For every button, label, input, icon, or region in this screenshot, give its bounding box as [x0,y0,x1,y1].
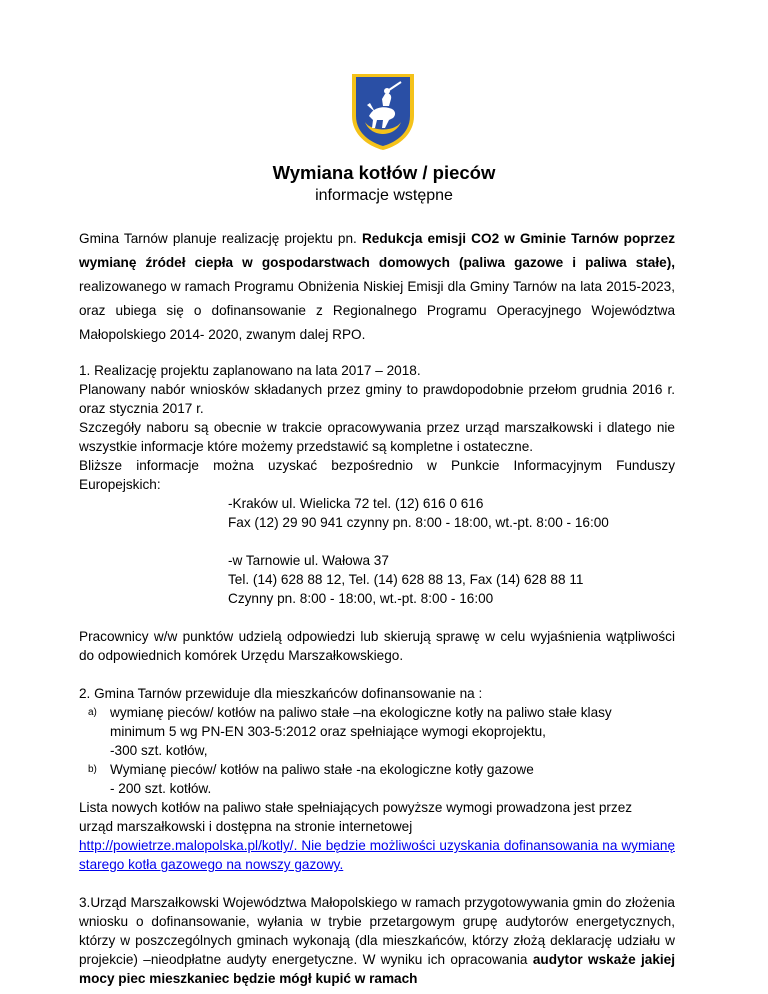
section3-text: 3.Urząd Marszałkowski Województwa Małopolskiego w ramach przygotowywania gmin do złożenia wniosku o dofinansowanie, wyłania w trybie przetargowym grupę audytorów energetycznych, którzy w poszczególnych gminach wykonają (dla mieszkańców, którzy złożą deklarację udziału w projekcie) –nieodpłatne audyty energetyczne. W wyniku ich opracowania [79,895,675,967]
section1-line3: Szczegóły naboru są obecnie w trakcie opracowywania przez urząd marszałkowski i dlatego nie wszystkie informacje które możemy przedstawić są kompletne i ostateczne. [79,420,675,454]
spacer [79,665,675,684]
boiler-list-line2: urząd marszałkowski i dostępna na stronie internetowej [79,819,413,834]
coat-of-arms-image [349,72,417,152]
boiler-list-line1: Lista nowych kotłów na paliwo stałe spełniających powyższe wymogi prowadzona jest przez [79,800,633,815]
list-item-a-line2: minimum 5 wg PN-EN 303-5:2012 oraz spełniające wymogi ekoprojektu, [110,724,546,739]
tarnow-address: -w Tarnowie ul. Wałowa 37 [228,553,389,568]
krakow-address: -Kraków ul. Wielicka 72 tel. (12) 616 0 616 [228,496,484,511]
boiler-list-link[interactable] [79,836,675,874]
list-marker-b: b) [88,764,97,775]
malopolska-link[interactable]: http://powietrze.malopolska.pl/kotly/. Nie będzie możliwości uzyskania dofinansowania na wymianę starego kotła gazowego na nowszy gazowy. [79,838,675,872]
subsidy-list [79,703,675,798]
intro-text-2: realizowanego w ramach Programu Obniżenia Niskiej Emisji dla Gminy Tarnów na lata 2015-2023, oraz ubiega się o dofinansowanie z Regionalnego Programu Operacyjnego Województwa Małopolskiego 2014- 2020, zwanym dalej RPO. [79,279,675,342]
section3-bold: audytor wskaże jakiej mocy piec mieszkaniec będzie mógł kupić w ramach [79,952,675,986]
spacer [79,874,675,893]
spacer [79,608,675,627]
section3-paragraph [79,893,675,988]
tarnow-phones: Tel. (14) 628 88 12, Tel. (14) 628 88 13, Fax (14) 628 88 11 [228,572,584,587]
section2-heading: 2. Gmina Tarnów przewiduje dla mieszkańców dofinansowanie na : [79,686,483,701]
staff-paragraph: Pracownicy w/w punktów udzielą odpowiedzi lub skierują sprawę w celu wyjaśnienia wątpliwości do odpowiednich komórek Urzędu Marszałkowskiego. [79,629,675,663]
document-body [79,227,675,988]
list-item-b [79,760,675,798]
intro-paragraph [79,227,675,347]
list-item-a-line1: wymianę pieców/ kotłów na paliwo stałe –na ekologiczne kotły na paliwo stałe klasy [110,705,612,720]
section1-line4: Bliższe informacje można uzyskać bezpośrednio w Punkcie Informacyjnym Funduszy Europejskich: [79,458,675,492]
list-item-a-line3: -300 szt. kotłów, [110,743,208,758]
list-item-a [79,703,675,760]
list-item-b-line2: - 200 szt. kotłów. [110,781,212,796]
document-subtitle: informacje wstępne [315,187,453,204]
spacer [79,532,675,551]
list-marker-a: a) [88,707,97,718]
section1-line2: Planowany nabór wniosków składanych przez gminy to prawdopodobnie przełom grudnia 2016 r. oraz stycznia 2017 r. [79,382,675,416]
document-title: Wymiana kotłów / pieców [272,162,496,183]
krakow-hours: Fax (12) 29 90 941 czynny pn. 8:00 - 18:00, wt.-pt. 8:00 - 16:00 [228,515,609,530]
section1-line1: 1. Realizację projektu zaplanowano na lata 2017 – 2018. [79,363,421,378]
list-item-b-line1: Wymianę pieców/ kotłów na paliwo stałe -na ekologiczne kotły gazowe [110,762,534,777]
tarnow-hours: Czynny pn. 8:00 - 18:00, wt.-pt. 8:00 - 16:00 [228,591,494,606]
project-name: Redukcja emisji CO2 w Gminie Tarnów poprzez wymianę źródeł ciepła w gospodarstwach domowych (paliwa gazowe i paliwa stałe), [79,231,675,270]
intro-text-1: Gmina Tarnów planuje realizację projektu pn. [79,231,362,246]
